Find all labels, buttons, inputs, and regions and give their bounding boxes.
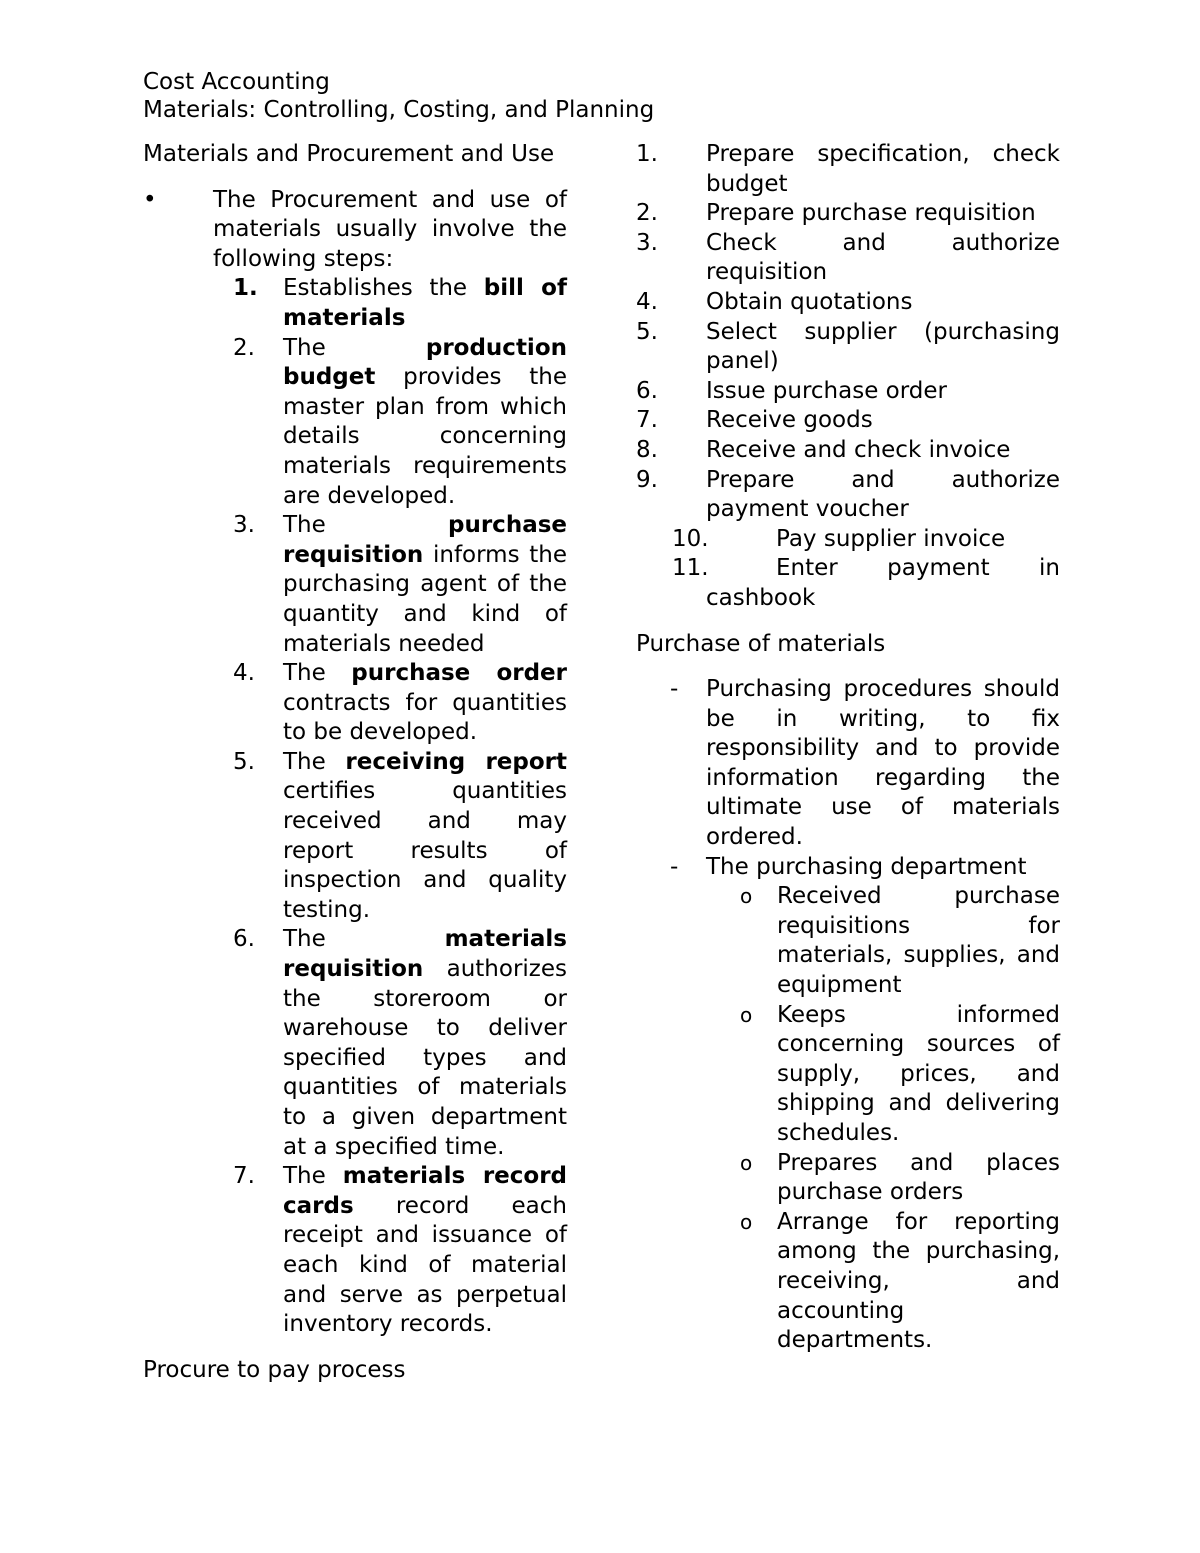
list-item bbox=[143, 511, 567, 659]
procurement-steps-list bbox=[143, 274, 567, 1339]
list-text: Prepares and places purchase orders bbox=[777, 1149, 1060, 1206]
purchasing-duties-list bbox=[636, 882, 1060, 1356]
list-text-pre: The bbox=[283, 660, 352, 687]
list-item bbox=[636, 1001, 1060, 1149]
document-title: Cost Accounting bbox=[143, 69, 330, 95]
list-text: Obtain quotations bbox=[706, 288, 913, 315]
list-item bbox=[636, 318, 1060, 377]
list-number: 9. bbox=[636, 466, 658, 493]
list-number: 5. bbox=[233, 748, 255, 775]
list-text-pre: The bbox=[283, 512, 448, 539]
list-item bbox=[636, 229, 1060, 288]
list-text: Received purchase requisitions for materials, supplies, and equipment bbox=[777, 883, 1060, 999]
list-number: 2. bbox=[233, 334, 255, 361]
list-text bbox=[283, 512, 567, 656]
list-text: Prepare purchase requisition bbox=[706, 200, 1036, 227]
left-column bbox=[143, 140, 567, 1401]
list-item bbox=[636, 199, 1060, 229]
list-item bbox=[143, 659, 567, 748]
list-number: 11. bbox=[672, 555, 709, 582]
list-item bbox=[143, 1162, 567, 1340]
list-item bbox=[636, 288, 1060, 318]
list-text: Prepare and authorize payment voucher bbox=[706, 466, 1060, 523]
list-number: 2. bbox=[636, 200, 658, 227]
list-text: Check and authorize requisition bbox=[706, 229, 1060, 286]
dash-item bbox=[636, 853, 1060, 883]
list-text: Pay supplier invoice bbox=[776, 525, 1006, 552]
list-text bbox=[283, 926, 567, 1159]
list-item bbox=[636, 1208, 1060, 1356]
list-text-bold-term: purchase requisition bbox=[283, 512, 567, 568]
list-item bbox=[636, 525, 1060, 555]
list-text-bold-term: bill of materials bbox=[283, 275, 567, 331]
list-text: Receive and check invoice bbox=[706, 436, 1011, 463]
section-heading-procurement: Materials and Procurement and Use bbox=[143, 141, 555, 167]
dash-icon: - bbox=[670, 676, 679, 703]
list-number: 1. bbox=[233, 275, 258, 302]
list-text-post: record each receipt and issuance of each kind of material and serve as perpetual inventory records. bbox=[283, 1192, 567, 1338]
list-number: 7. bbox=[233, 1163, 255, 1190]
list-text: Issue purchase order bbox=[706, 377, 948, 404]
document-subtitle: Materials: Controlling, Costing, and Planning bbox=[143, 97, 655, 123]
list-text bbox=[283, 275, 567, 331]
bullet-icon: • bbox=[143, 186, 157, 213]
list-number: 4. bbox=[233, 660, 255, 687]
list-text-post: certifies quantities received and may report results of inspection and quality testing. bbox=[283, 778, 567, 923]
list-item bbox=[636, 140, 1060, 199]
list-number: 10. bbox=[672, 525, 709, 552]
list-number: 6. bbox=[233, 926, 255, 953]
circle-bullet-icon: o bbox=[740, 1209, 753, 1234]
list-text-bold-term: purchase order bbox=[351, 660, 567, 687]
list-item bbox=[636, 882, 1060, 1000]
list-text: Arrange for reporting among the purchasing, receiving, and accounting departments. bbox=[777, 1208, 1060, 1354]
list-item bbox=[636, 1149, 1060, 1208]
list-text-pre: The bbox=[283, 926, 445, 953]
list-text-post: informs the purchasing agent of the quantity and kind of materials needed bbox=[283, 541, 567, 657]
list-text bbox=[283, 1163, 567, 1337]
list-item bbox=[636, 436, 1060, 466]
list-number: 3. bbox=[233, 512, 255, 539]
right-column bbox=[636, 140, 1060, 1356]
list-text-bold-term: receiving report bbox=[345, 748, 568, 775]
section-heading-procure-to-pay: Procure to pay process bbox=[143, 1356, 406, 1383]
list-number: 5. bbox=[636, 318, 658, 345]
list-text: Keeps informed concerning sources of supply, prices, and shipping and delivering schedules. bbox=[777, 1001, 1060, 1146]
list-number: 6. bbox=[636, 377, 658, 404]
dash-icon: - bbox=[670, 853, 679, 880]
list-text-bold-term: production budget bbox=[283, 334, 567, 391]
dash-text: Purchasing procedures should be in writing, to fix responsibility and to provide information regarding the ultimate use of materials ordered. bbox=[706, 676, 1060, 851]
list-text: Prepare specification, check budget bbox=[706, 141, 1060, 197]
list-number: 7. bbox=[636, 407, 658, 434]
list-item bbox=[143, 274, 567, 333]
section-heading-purchase-of-materials: Purchase of materials bbox=[636, 630, 886, 657]
list-item bbox=[636, 377, 1060, 407]
list-text-pre: The bbox=[283, 334, 426, 361]
bullet-item bbox=[143, 186, 567, 275]
list-text-post: authorizes the storeroom or warehouse to deliver specified types and quantities of materials to a given department at a specified time. bbox=[283, 956, 567, 1160]
procure-to-pay-steps-list bbox=[636, 140, 1060, 614]
list-number: 3. bbox=[636, 229, 658, 256]
list-item bbox=[636, 554, 1060, 613]
list-text-bold-term: materials record cards bbox=[283, 1163, 567, 1219]
dash-item bbox=[636, 675, 1060, 853]
list-text bbox=[283, 749, 567, 923]
dash-text: The purchasing department bbox=[706, 853, 1027, 880]
list-item bbox=[636, 406, 1060, 436]
circle-bullet-icon: o bbox=[740, 1150, 753, 1175]
bullet-text: The Procurement and use of materials usually involve the following steps: bbox=[213, 186, 567, 272]
list-item bbox=[143, 748, 567, 926]
list-text-pre: Establishes the bbox=[283, 275, 484, 302]
list-text-post: provides the master plan from which details concerning materials requirements are developed. bbox=[283, 364, 567, 509]
list-item bbox=[143, 925, 567, 1162]
list-text bbox=[283, 660, 567, 745]
list-text: Select supplier (purchasing panel) bbox=[706, 318, 1060, 375]
list-text-post: contracts for quantities to be developed. bbox=[283, 689, 567, 746]
list-number: 8. bbox=[636, 436, 658, 463]
list-text-bold-term: materials requisition bbox=[283, 926, 567, 983]
list-text-pre: The bbox=[283, 1163, 343, 1190]
document-header bbox=[143, 68, 1103, 124]
circle-bullet-icon: o bbox=[740, 1002, 753, 1027]
circle-bullet-icon: o bbox=[740, 884, 753, 909]
list-item bbox=[636, 466, 1060, 525]
list-text: Receive goods bbox=[706, 407, 873, 434]
list-text-pre: The bbox=[283, 748, 346, 775]
list-text bbox=[283, 335, 567, 509]
list-item bbox=[143, 334, 567, 512]
list-number: 4. bbox=[636, 288, 658, 315]
list-number: 1. bbox=[636, 141, 658, 167]
list-text: Enter payment in cashbook bbox=[706, 555, 1060, 611]
